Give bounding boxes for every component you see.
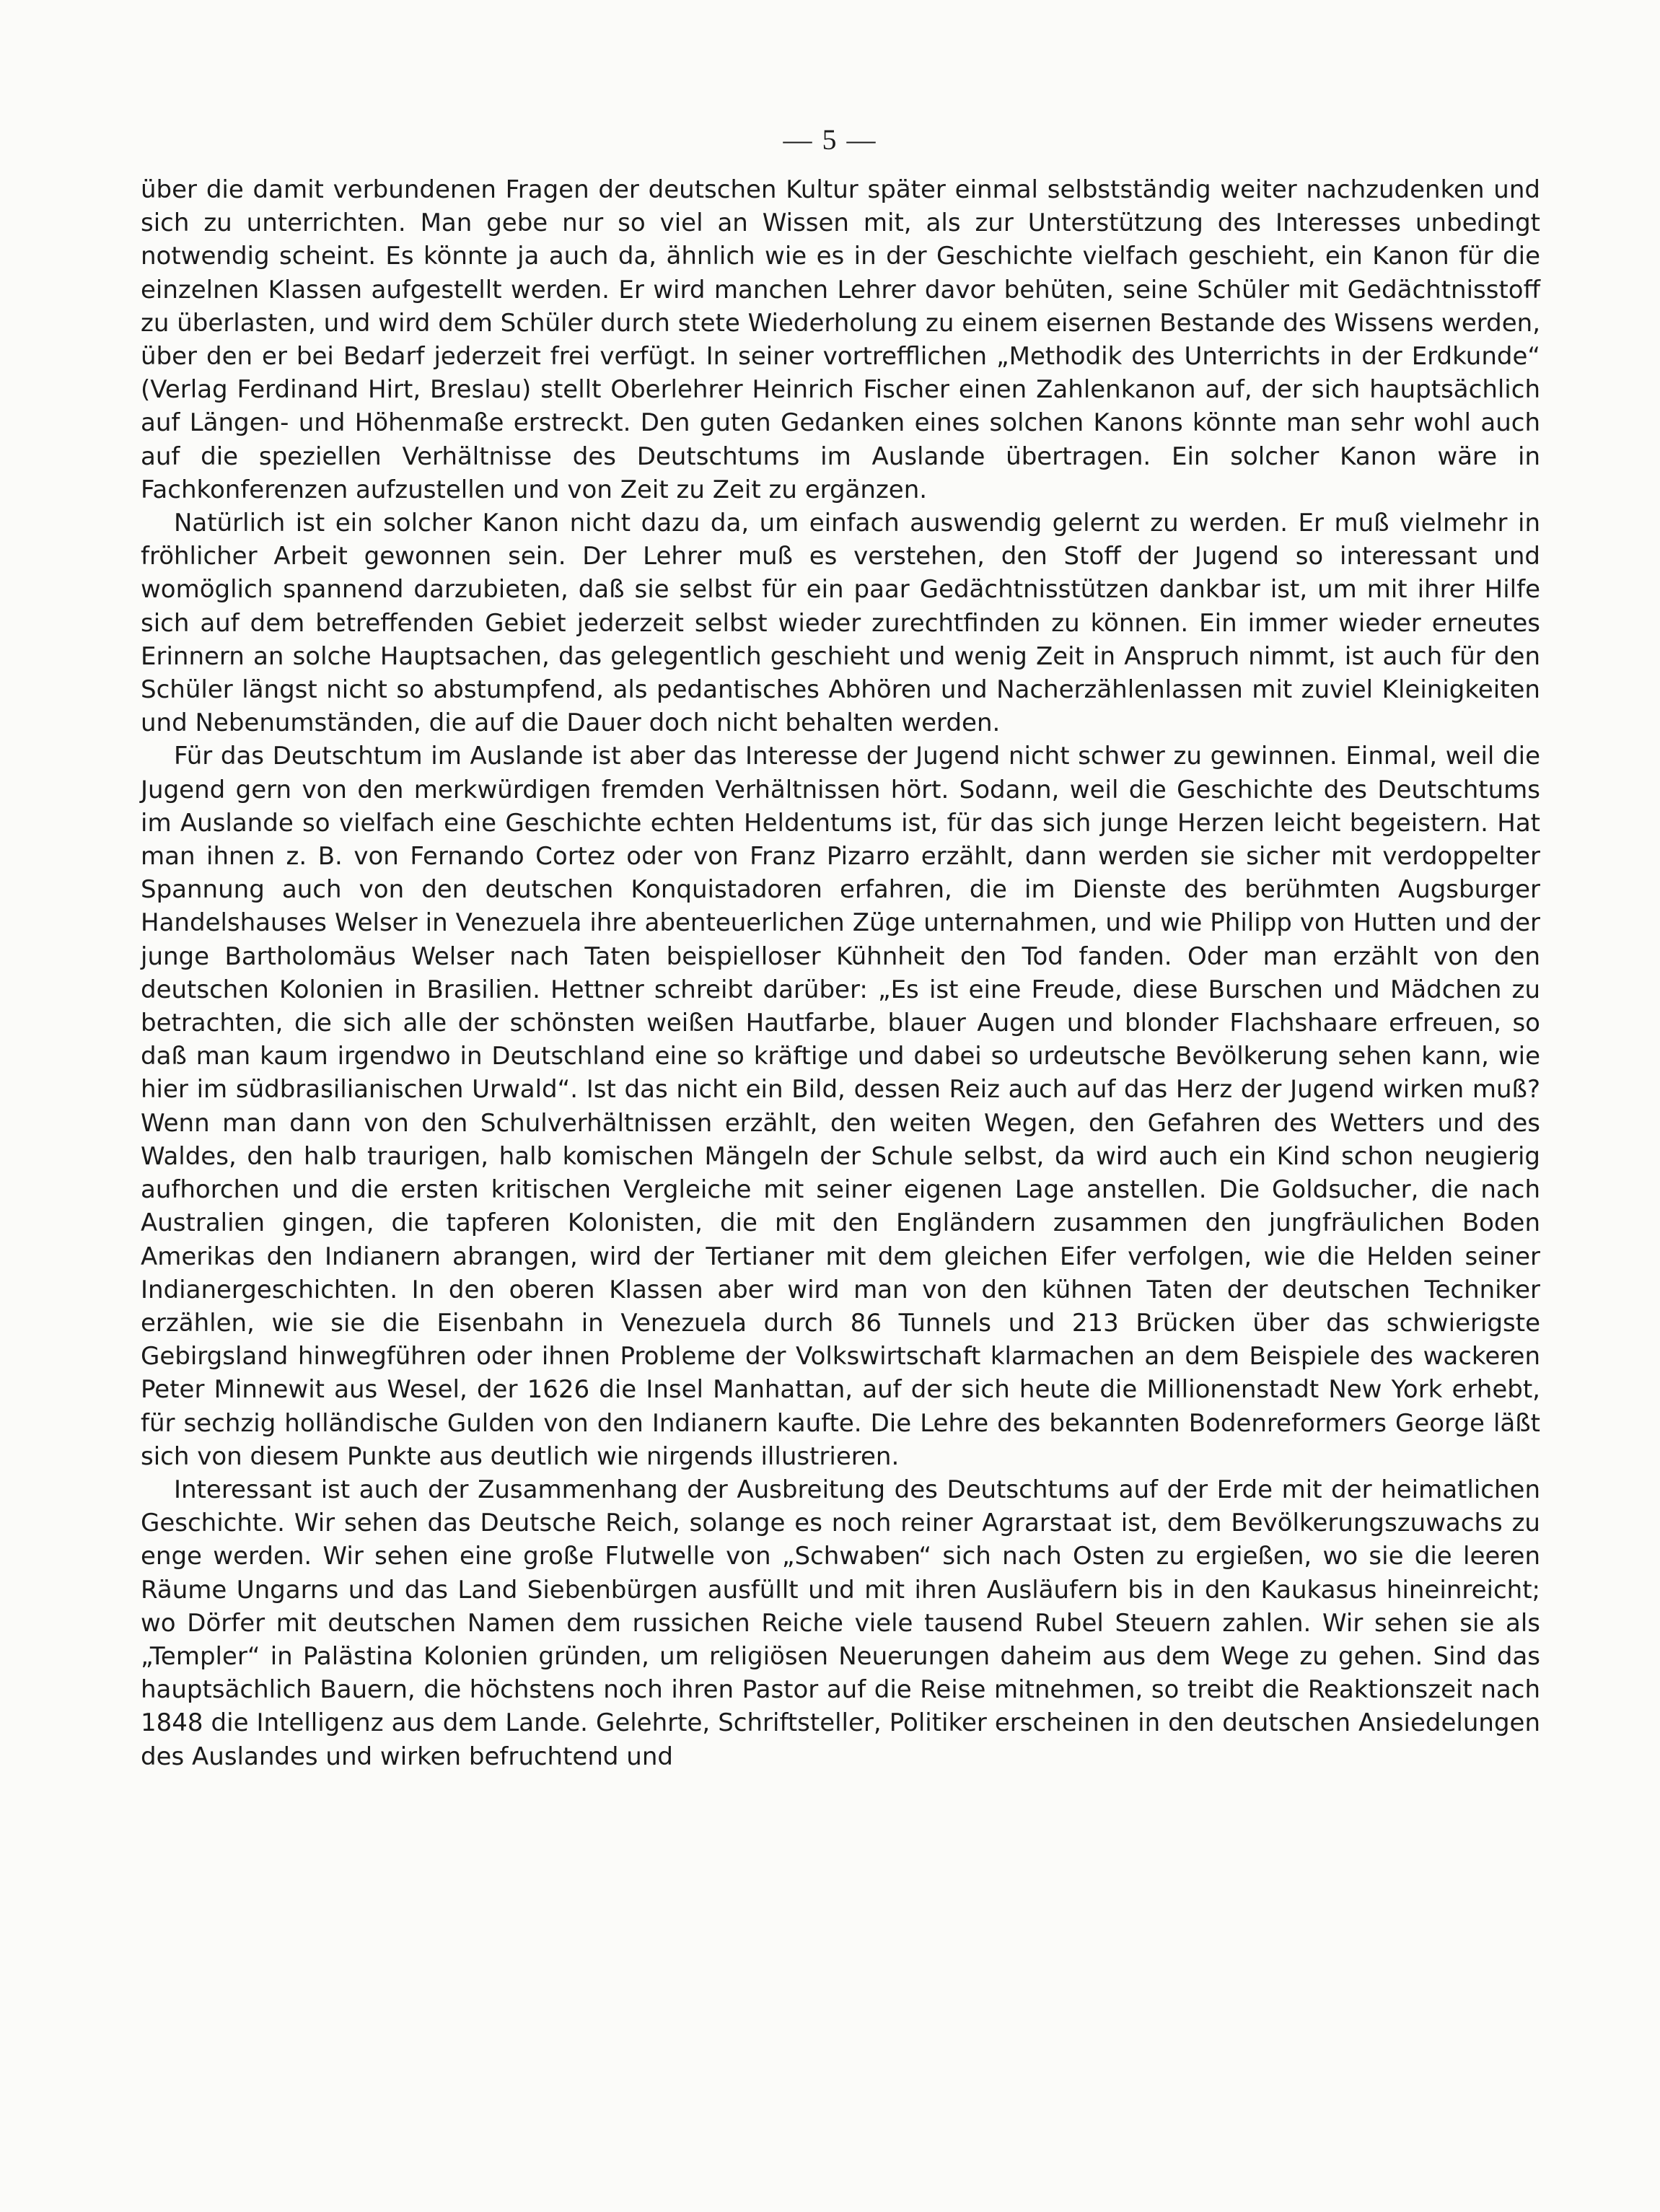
page-number: — 5 — (783, 123, 877, 156)
paragraph-1: über die damit verbundenen Fragen der deutschen Kultur später einmal selbstständig weiter nachzudenken und sich zu unterrichten. Man gebe nur so viel an Wissen mit, als zur Unterstützung des Interesses unbedingt notwendig scheint. Es könnte ja auch da, ähnlich wie es in der Geschichte vielfach geschieht, ein Kanon für die einzelnen Klassen aufgestellt werden. Er wird manchen Lehrer davor behüten, seine Schüler mit Gedächtnisstoff zu überlasten, und wird dem Schüler durch stete Wiederholung zu einem eisernen Bestande des Wissens werden, über den er bei Bedarf jederzeit frei verfügt. In seiner vortrefflichen „Methodik des Unterrichts in der Erdkunde“ (Verlag Ferdinand Hirt, Breslau) stellt Oberlehrer Heinrich Fischer einen Zahlenkanon auf, der sich hauptsächlich auf Längen- und Höhenmaße erstreckt. Den guten Gedanken eines solchen Kanons könnte man sehr wohl auch auf die speziellen Verhältnisse des Deutschtums im Auslande übertragen. Ein solcher Kanon wäre in Fachkonferenzen aufzustellen und von Zeit zu Zeit zu ergänzen. (141, 175, 1540, 504)
paragraph-4: Interessant ist auch der Zusammenhang der Ausbreitung des Deutschtums auf der Erde mit der heimatlichen Geschichte. Wir sehen das Deutsche Reich, solange es noch reiner Agrarstaat ist, dem Bevölkerungszuwachs zu enge werden. Wir sehen eine große Flutwelle von „Schwaben“ sich nach Osten zu ergießen, wo sie die leeren Räume Ungarns und das Land Siebenbürgen ausfüllt und mit ihren Ausläufern bis in den Kaukasus hineinreicht; wo Dörfer mit deutschen Namen dem russichen Reiche viele tausend Rubel Steuern zahlen. Wir sehen sie als „Templer“ in Palästina Kolonien gründen, um religiösen Neuerungen daheim aus dem Wege zu gehen. Sind das hauptsächlich Bauern, die höchstens noch ihren Pastor auf die Reise mitnehmen, so treibt die Reaktionszeit nach 1848 die Intelligenz aus dem Lande. Gelehrte, Schriftsteller, Politiker erscheinen in den deutschen Ansiedelungen des Auslandes und wirken befruchtend und (141, 1475, 1540, 1771)
body-text (141, 173, 1540, 1773)
paragraph-3: Für das Deutschtum im Auslande ist aber das Interesse der Jugend nicht schwer zu gewinnen. Einmal, weil die Jugend gern von den merkwürdigen fremden Verhältnissen hört. Sodann, weil die Geschichte des Deutschtums im Auslande so vielfach eine Geschichte echten Heldentums ist, für das sich junge Herzen leicht begeistern. Hat man ihnen z. B. von Fernando Cortez oder von Franz Pizarro erzählt, dann werden sie sicher mit verdoppelter Spannung auch von den deutschen Konquistadoren erfahren, die im Dienste des berühmten Augsburger Handelshauses Welser in Venezuela ihre abenteuerlichen Züge unternahmen, und wie Philipp von Hutten und der junge Bartholomäus Welser nach Taten beispielloser Kühnheit den Tod fanden. Oder man erzählt von den deutschen Kolonien in Brasilien. Hettner schreibt darüber: „Es ist eine Freude, diese Burschen und Mädchen zu betrachten, die sich alle der schönsten weißen Hautfarbe, blauer Augen und blonder Flachshaare erfreuen, so daß man kaum irgendwo in Deutschland eine so kräftige und dabei so urdeutsche Bevölkerung sehen kann, wie hier im südbrasilianischen Urwald“. Ist das nicht ein Bild, dessen Reiz auch auf das Herz der Jugend wirken muß? Wenn man dann von den Schulverhältnissen erzählt, den weiten Wegen, den Gefahren des Wetters und des Waldes, den halb traurigen, halb komischen Mängeln der Schule selbst, da wird auch ein Kind schon neugierig aufhorchen und die ersten kritischen Vergleiche mit seiner eigenen Lage anstellen. Die Goldsucher, die nach Australien gingen, die tapferen Kolonisten, die mit den Engländern zusammen den jungfräulichen Boden Amerikas den Indianern abrangen, wird der Tertianer mit dem gleichen Eifer verfolgen, wie die Helden seiner Indianergeschichten. In den oberen Klassen aber wird man von den kühnen Taten der deutschen Techniker erzählen, wie sie die Eisenbahn in Venezuela durch 86 Tunnels und 213 Brücken über das schwierigste Gebirgsland hinwegführen oder ihnen Probleme der Volkswirtschaft klarmachen an dem Beispiele des wackeren Peter Minnewit aus Wesel, der 1626 die Insel Manhattan, auf der sich heute die Millionenstadt New York erhebt, für sechzig holländische Gulden von den Indianern kaufte. Die Lehre des bekannten Bodenreformers George läßt sich von diesem Punkte aus deutlich wie nirgends illustrieren. (141, 742, 1540, 1471)
paragraph-2: Natürlich ist ein solcher Kanon nicht dazu da, um einfach auswendig gelernt zu werden. Er muß vielmehr in fröhlicher Arbeit gewonnen sein. Der Lehrer muß es verstehen, den Stoff der Jugend so interessant und womöglich spannend darzubieten, daß sie selbst für ein paar Gedächtnisstützen dankbar ist, um mit ihrer Hilfe sich auf dem betreffenden Gebiet jederzeit selbst wieder zurechtfinden zu können. Ein immer wieder erneutes Erinnern an solche Hauptsachen, das gelegentlich geschieht und wenig Zeit in Anspruch nimmt, ist auch für den Schüler längst nicht so abstumpfend, als pedantisches Abhören und Nacherzählenlassen mit zuviel Kleinigkeiten und Nebenumständen, die auf die Dauer doch nicht behalten werden. (141, 509, 1540, 738)
